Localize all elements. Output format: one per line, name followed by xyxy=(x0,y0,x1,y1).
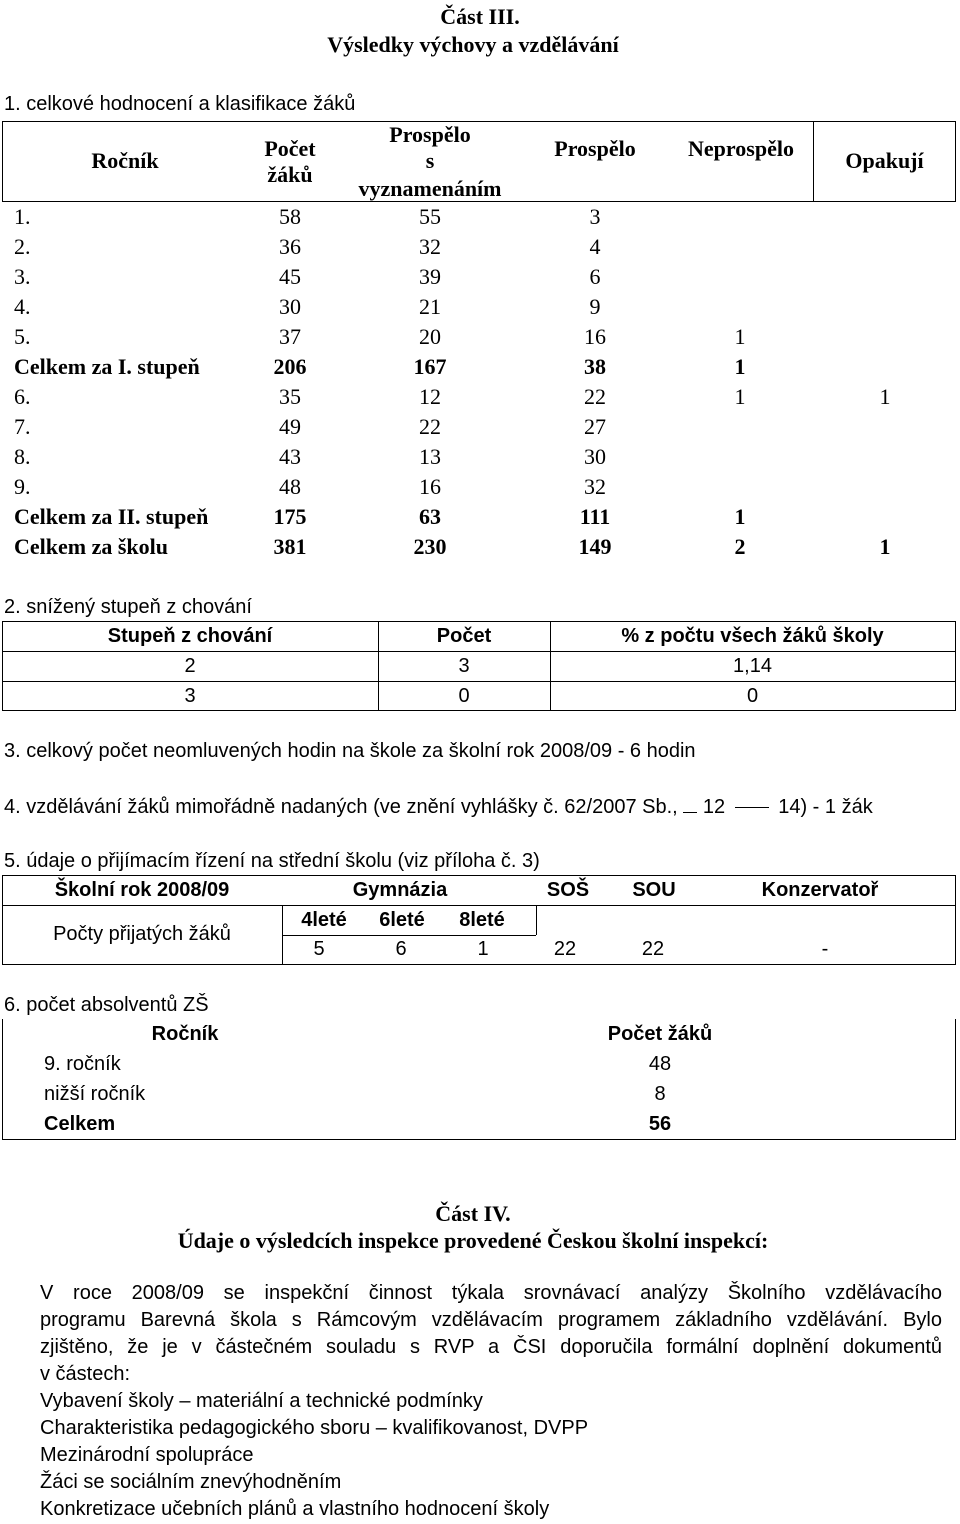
s1-header-opakuji: Opakují xyxy=(845,148,924,173)
s2-header-pocet: Počet xyxy=(436,625,492,647)
s1-cell-vyz: 13 xyxy=(419,444,441,469)
s1-cell-pocet: 43 xyxy=(279,444,301,469)
s1-cell-neprospelo: 1 xyxy=(734,504,746,529)
paragraph-line: V roce 2008/09 se inspekční činnost týkala srovnávací analýzy Školního vzdělávacího xyxy=(40,1282,942,1304)
s1-cell-rocnik: 7. xyxy=(14,414,31,439)
s1-cell-prospelo: 38 xyxy=(584,354,606,379)
s1-cell-vyz: 39 xyxy=(419,264,441,289)
s1-cell-rocnik: 1. xyxy=(14,204,31,229)
s1-cell-pocet: 206 xyxy=(273,354,307,379)
part4-title: Část IV. xyxy=(435,1201,511,1226)
s4-text-b: 12 xyxy=(702,796,726,818)
s6-total-value: 56 xyxy=(648,1113,672,1135)
s1-cell-rocnik: 3. xyxy=(14,264,31,289)
list-item: Žáci se sociálním znevýhodněním xyxy=(40,1471,342,1493)
s5-header-sou: SOU xyxy=(632,879,676,901)
s1-cell-vyz: 230 xyxy=(413,534,447,559)
s1-cell-pocet: 48 xyxy=(279,474,301,499)
paragraph-line: programu Barevná škola s Rámcovým vzdělávacím programem základního vzdělávání. Bylo xyxy=(40,1309,942,1331)
s1-cell-prospelo: 30 xyxy=(584,444,606,469)
s1-cell-prospelo: 3 xyxy=(589,204,601,229)
s1-cell-pocet: 45 xyxy=(279,264,301,289)
list-item: Vybavení školy – materiální a technické podmínky xyxy=(40,1390,483,1412)
part3-title: Část III. xyxy=(440,4,520,29)
s1-cell-prospelo: 149 xyxy=(578,534,612,559)
s1-cell-neprospelo: 1 xyxy=(734,324,746,349)
s1-header-rocnik: Ročník xyxy=(91,148,159,173)
s4-text xyxy=(4,796,873,819)
s2-cell-stupen: 3 xyxy=(184,685,196,707)
s1-cell-vyz: 12 xyxy=(419,384,441,409)
s1-cell-vyz: 63 xyxy=(419,504,441,529)
s1-cell-pocet: 49 xyxy=(279,414,301,439)
en-dash-icon xyxy=(735,807,769,808)
s1-cell-prospelo: 32 xyxy=(584,474,606,499)
s1-cell-vyz: 20 xyxy=(419,324,441,349)
s1-cell-rocnik: Celkem za školu xyxy=(14,534,168,559)
s6-cell-rocnik: nižší ročník xyxy=(44,1083,146,1105)
s1-cell-pocet: 58 xyxy=(279,204,301,229)
s1-cell-rocnik: 5. xyxy=(14,324,31,349)
s1-cell-opakuji: 1 xyxy=(879,384,891,409)
part4-subtitle: Údaje o výsledcích inspekce provedené Českou školní inspekcí: xyxy=(177,1228,769,1253)
s1-cell-vyz: 55 xyxy=(419,204,441,229)
s1-cell-pocet: 36 xyxy=(279,234,301,259)
s5-sub-8lete: 8leté xyxy=(459,909,505,931)
s1-heading: 1. celkové hodnocení a klasifikace žáků xyxy=(4,93,356,115)
s2-cell-pocet: 0 xyxy=(458,685,470,707)
s1-cell-prospelo: 111 xyxy=(579,504,611,529)
s1-header-vyz-3: vyznamenáním xyxy=(358,176,502,201)
s3-text: 3. celkový počet neomluvených hodin na škole za školní rok 2008/09 - 6 hodin xyxy=(4,740,696,762)
s5-heading: 5. údaje o přijímacím řízení na střední školu (viz příloha č. 3) xyxy=(4,850,540,872)
s1-header-vyz-1: Prospělo xyxy=(389,122,471,147)
s1-cell-neprospelo: 1 xyxy=(734,384,746,409)
paragraph-line: zjištěno, že je v částečném souladu s RVP a ČSI doporučila formální doplnění dokumentů xyxy=(40,1336,942,1358)
s5-val-6lete: 6 xyxy=(395,938,407,960)
s1-header-prospelo: Prospělo xyxy=(554,136,636,161)
s6-total-label: Celkem xyxy=(44,1113,116,1135)
s2-cell-pct: 0 xyxy=(746,685,759,707)
list-item: Konkretizace učebních plánů a vlastního hodnocení školy xyxy=(40,1498,550,1520)
s5-header-rok: Školní rok 2008/09 xyxy=(54,879,230,901)
s5-sub-4lete: 4leté xyxy=(301,909,347,931)
s1-cell-prospelo: 6 xyxy=(589,264,601,289)
s5-sub-6lete: 6leté xyxy=(379,909,425,931)
s5-val-8lete: 1 xyxy=(477,938,489,960)
list-item: Charakteristika pedagogického sboru – kvalifikovanost, DVPP xyxy=(40,1417,589,1439)
s2-heading: 2. snížený stupeň z chování xyxy=(4,596,252,618)
s2-header-pct: % z počtu všech žáků školy xyxy=(621,625,884,647)
s1-cell-vyz: 16 xyxy=(419,474,441,499)
s5-header-gymnazia: Gymnázia xyxy=(352,879,448,901)
s4-text-a: 4. vzdělávání žáků mimořádně nadaných (ve znění vyhlášky č. 62/2007 Sb., xyxy=(4,796,678,818)
s1-cell-prospelo: 16 xyxy=(584,324,606,349)
s5-header-konzervator: Konzervatoř xyxy=(761,879,879,901)
s1-cell-rocnik: 9. xyxy=(14,474,31,499)
s5-val-sos: 22 xyxy=(553,938,577,960)
s1-cell-rocnik: 8. xyxy=(14,444,31,469)
s1-cell-vyz: 167 xyxy=(413,354,447,379)
s5-val-konzervator: - xyxy=(821,938,829,960)
s1-cell-vyz: 22 xyxy=(419,414,441,439)
s2-cell-pocet: 3 xyxy=(458,655,470,677)
s1-cell-neprospelo: 1 xyxy=(734,354,746,379)
s1-cell-prospelo: 9 xyxy=(589,294,601,319)
s1-cell-vyz: 32 xyxy=(419,234,441,259)
s6-cell-rocnik: 9. ročník xyxy=(44,1053,121,1075)
s5-val-4lete: 5 xyxy=(313,938,325,960)
s1-cell-rocnik: 4. xyxy=(14,294,31,319)
s1-cell-prospelo: 27 xyxy=(584,414,606,439)
s6-cell-pocet: 48 xyxy=(648,1053,672,1075)
s2-cell-stupen: 2 xyxy=(184,655,196,677)
s1-cell-pocet: 175 xyxy=(273,504,307,529)
s2-header-stupen: Stupeň z chování xyxy=(107,625,273,647)
s1-header-pocet-1: Počet xyxy=(264,136,316,161)
s1-cell-rocnik: Celkem za I. stupeň xyxy=(14,354,200,379)
s1-header-neprospelo: Neprospělo xyxy=(688,136,794,161)
s4-text-c: 14) - 1 žák xyxy=(778,796,873,818)
s1-cell-opakuji: 1 xyxy=(879,534,891,559)
s5-header-sos: SOŠ xyxy=(546,879,590,901)
s6-heading: 6. počet absolventů ZŠ xyxy=(4,994,209,1016)
s1-cell-rocnik: 2. xyxy=(14,234,31,259)
section-sign-icon xyxy=(683,798,697,813)
s1-cell-prospelo: 4 xyxy=(589,234,601,259)
list-item: Mezinárodní spolupráce xyxy=(40,1444,254,1466)
part3-subtitle: Výsledky výchovy a vzdělávání xyxy=(327,32,619,57)
s1-cell-neprospelo: 2 xyxy=(734,534,746,559)
s1-header-vyz-2: s xyxy=(425,148,435,173)
paragraph-line-last: v částech: xyxy=(40,1363,131,1385)
s1-cell-rocnik: Celkem za II. stupeň xyxy=(14,504,209,529)
s6-header-rocnik: Ročník xyxy=(151,1023,219,1045)
s1-cell-pocet: 30 xyxy=(279,294,301,319)
s1-cell-pocet: 35 xyxy=(279,384,301,409)
s1-header-pocet-2: žáků xyxy=(267,162,313,187)
s1-cell-pocet: 37 xyxy=(279,324,301,349)
s1-cell-pocet: 381 xyxy=(273,534,307,559)
s6-cell-pocet: 8 xyxy=(654,1083,666,1105)
s1-cell-vyz: 21 xyxy=(419,294,441,319)
s1-cell-prospelo: 22 xyxy=(584,384,606,409)
s5-row-label: Počty přijatých žáků xyxy=(53,923,231,945)
s6-header-pocet: Počet žáků xyxy=(607,1023,713,1045)
s2-cell-pct: 1,14 xyxy=(733,655,772,677)
s5-val-sou: 22 xyxy=(641,938,665,960)
s1-cell-rocnik: 6. xyxy=(14,384,31,409)
